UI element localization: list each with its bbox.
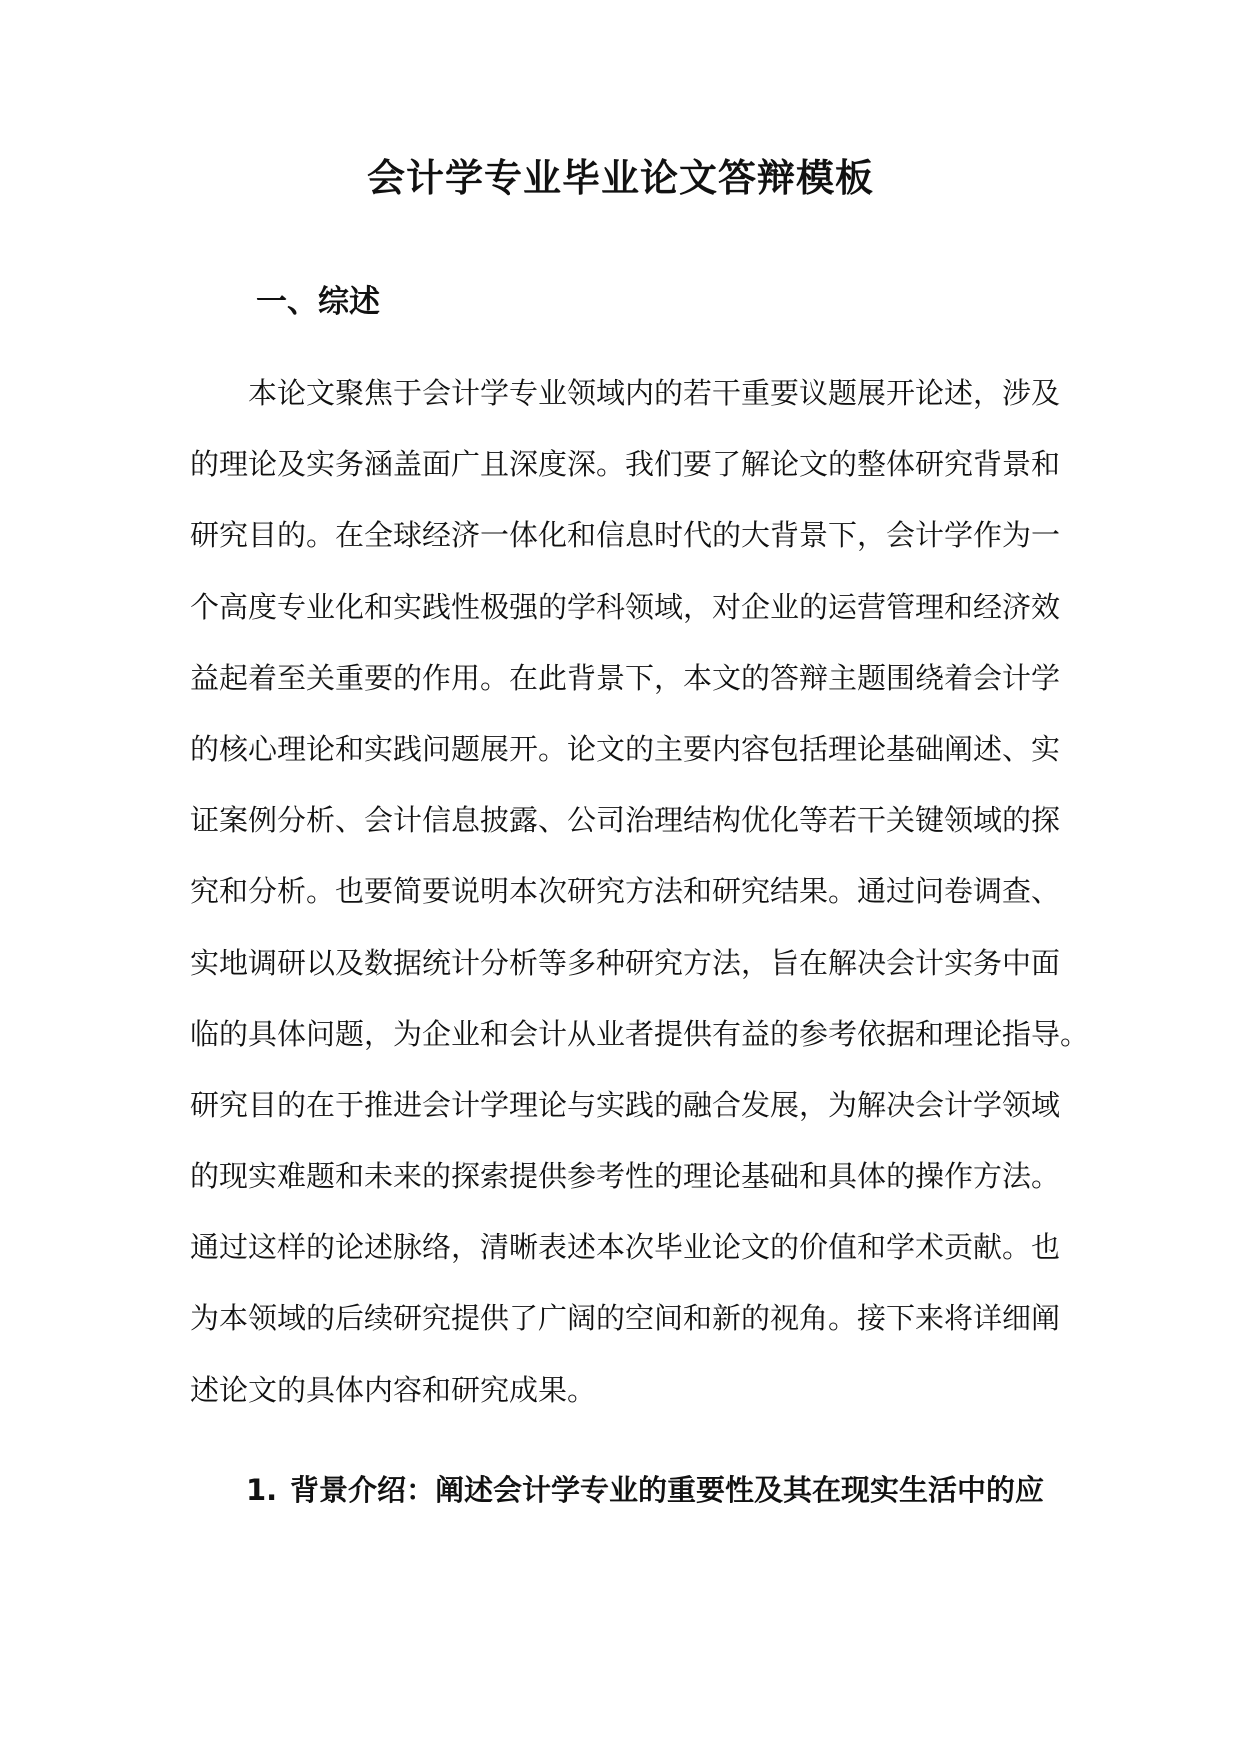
paragraph-line: 本论文聚焦于会计学专业领域内的若干重要议题展开论述，涉及	[248, 376, 1061, 410]
subsection-heading	[246, 1466, 1044, 1514]
paragraph-line: 研究目的在于推进会计学理论与实践的融合发展，为解决会计学领域	[190, 1087, 1061, 1122]
paragraph-line: 个高度专业化和实践性极强的学科领域，对企业的运营管理和经济效	[190, 589, 1061, 624]
paragraph-line: 研究目的。在全球经济一体化和信息时代的大背景下，会计学作为一	[190, 518, 1061, 553]
paragraph-line: 益起着至关重要的作用。在此背景下，本文的答辩主题围绕着会计学	[190, 660, 1061, 695]
paragraph-line: 究和分析。也要简要说明本次研究方法和研究结果。通过问卷调查、	[190, 874, 1061, 909]
paragraph-line: 实地调研以及数据统计分析等多种研究方法，旨在解决会计实务中面	[190, 945, 1061, 980]
paragraph-line: 通过这样的论述脉络，清晰表述本次毕业论文的价值和学术贡献。也	[190, 1230, 1061, 1265]
paragraph-line: 为本领域的后续研究提供了广阔的空间和新的视角。接下来将详细阐	[190, 1301, 1061, 1336]
paragraph-line: 临的具体问题，为企业和会计从业者提供有益的参考依据和理论指导。	[190, 1016, 1090, 1051]
subsection-heading-text: 背景介绍：阐述会计学专业的重要性及其在现实生活中的应	[290, 1473, 1045, 1507]
body-paragraph	[190, 358, 1090, 1426]
paragraph-line: 的理论及实务涵盖面广且深度深。我们要了解论文的整体研究背景和	[190, 447, 1061, 482]
document-title: 会计学专业毕业论文答辩模板	[366, 156, 874, 200]
subsection-number: 1.	[246, 1473, 278, 1507]
paragraph-line: 的核心理论和实践问题展开。论文的主要内容包括理论基础阐述、实	[190, 731, 1061, 766]
paragraph-line: 的现实难题和未来的探索提供参考性的理论基础和具体的操作方法。	[190, 1159, 1061, 1194]
paragraph-line: 述论文的具体内容和研究成果。	[190, 1372, 597, 1407]
paragraph-line: 证案例分析、会计信息披露、公司治理结构优化等若干关键领域的探	[190, 803, 1061, 838]
section-heading: 一、综述	[256, 284, 380, 320]
